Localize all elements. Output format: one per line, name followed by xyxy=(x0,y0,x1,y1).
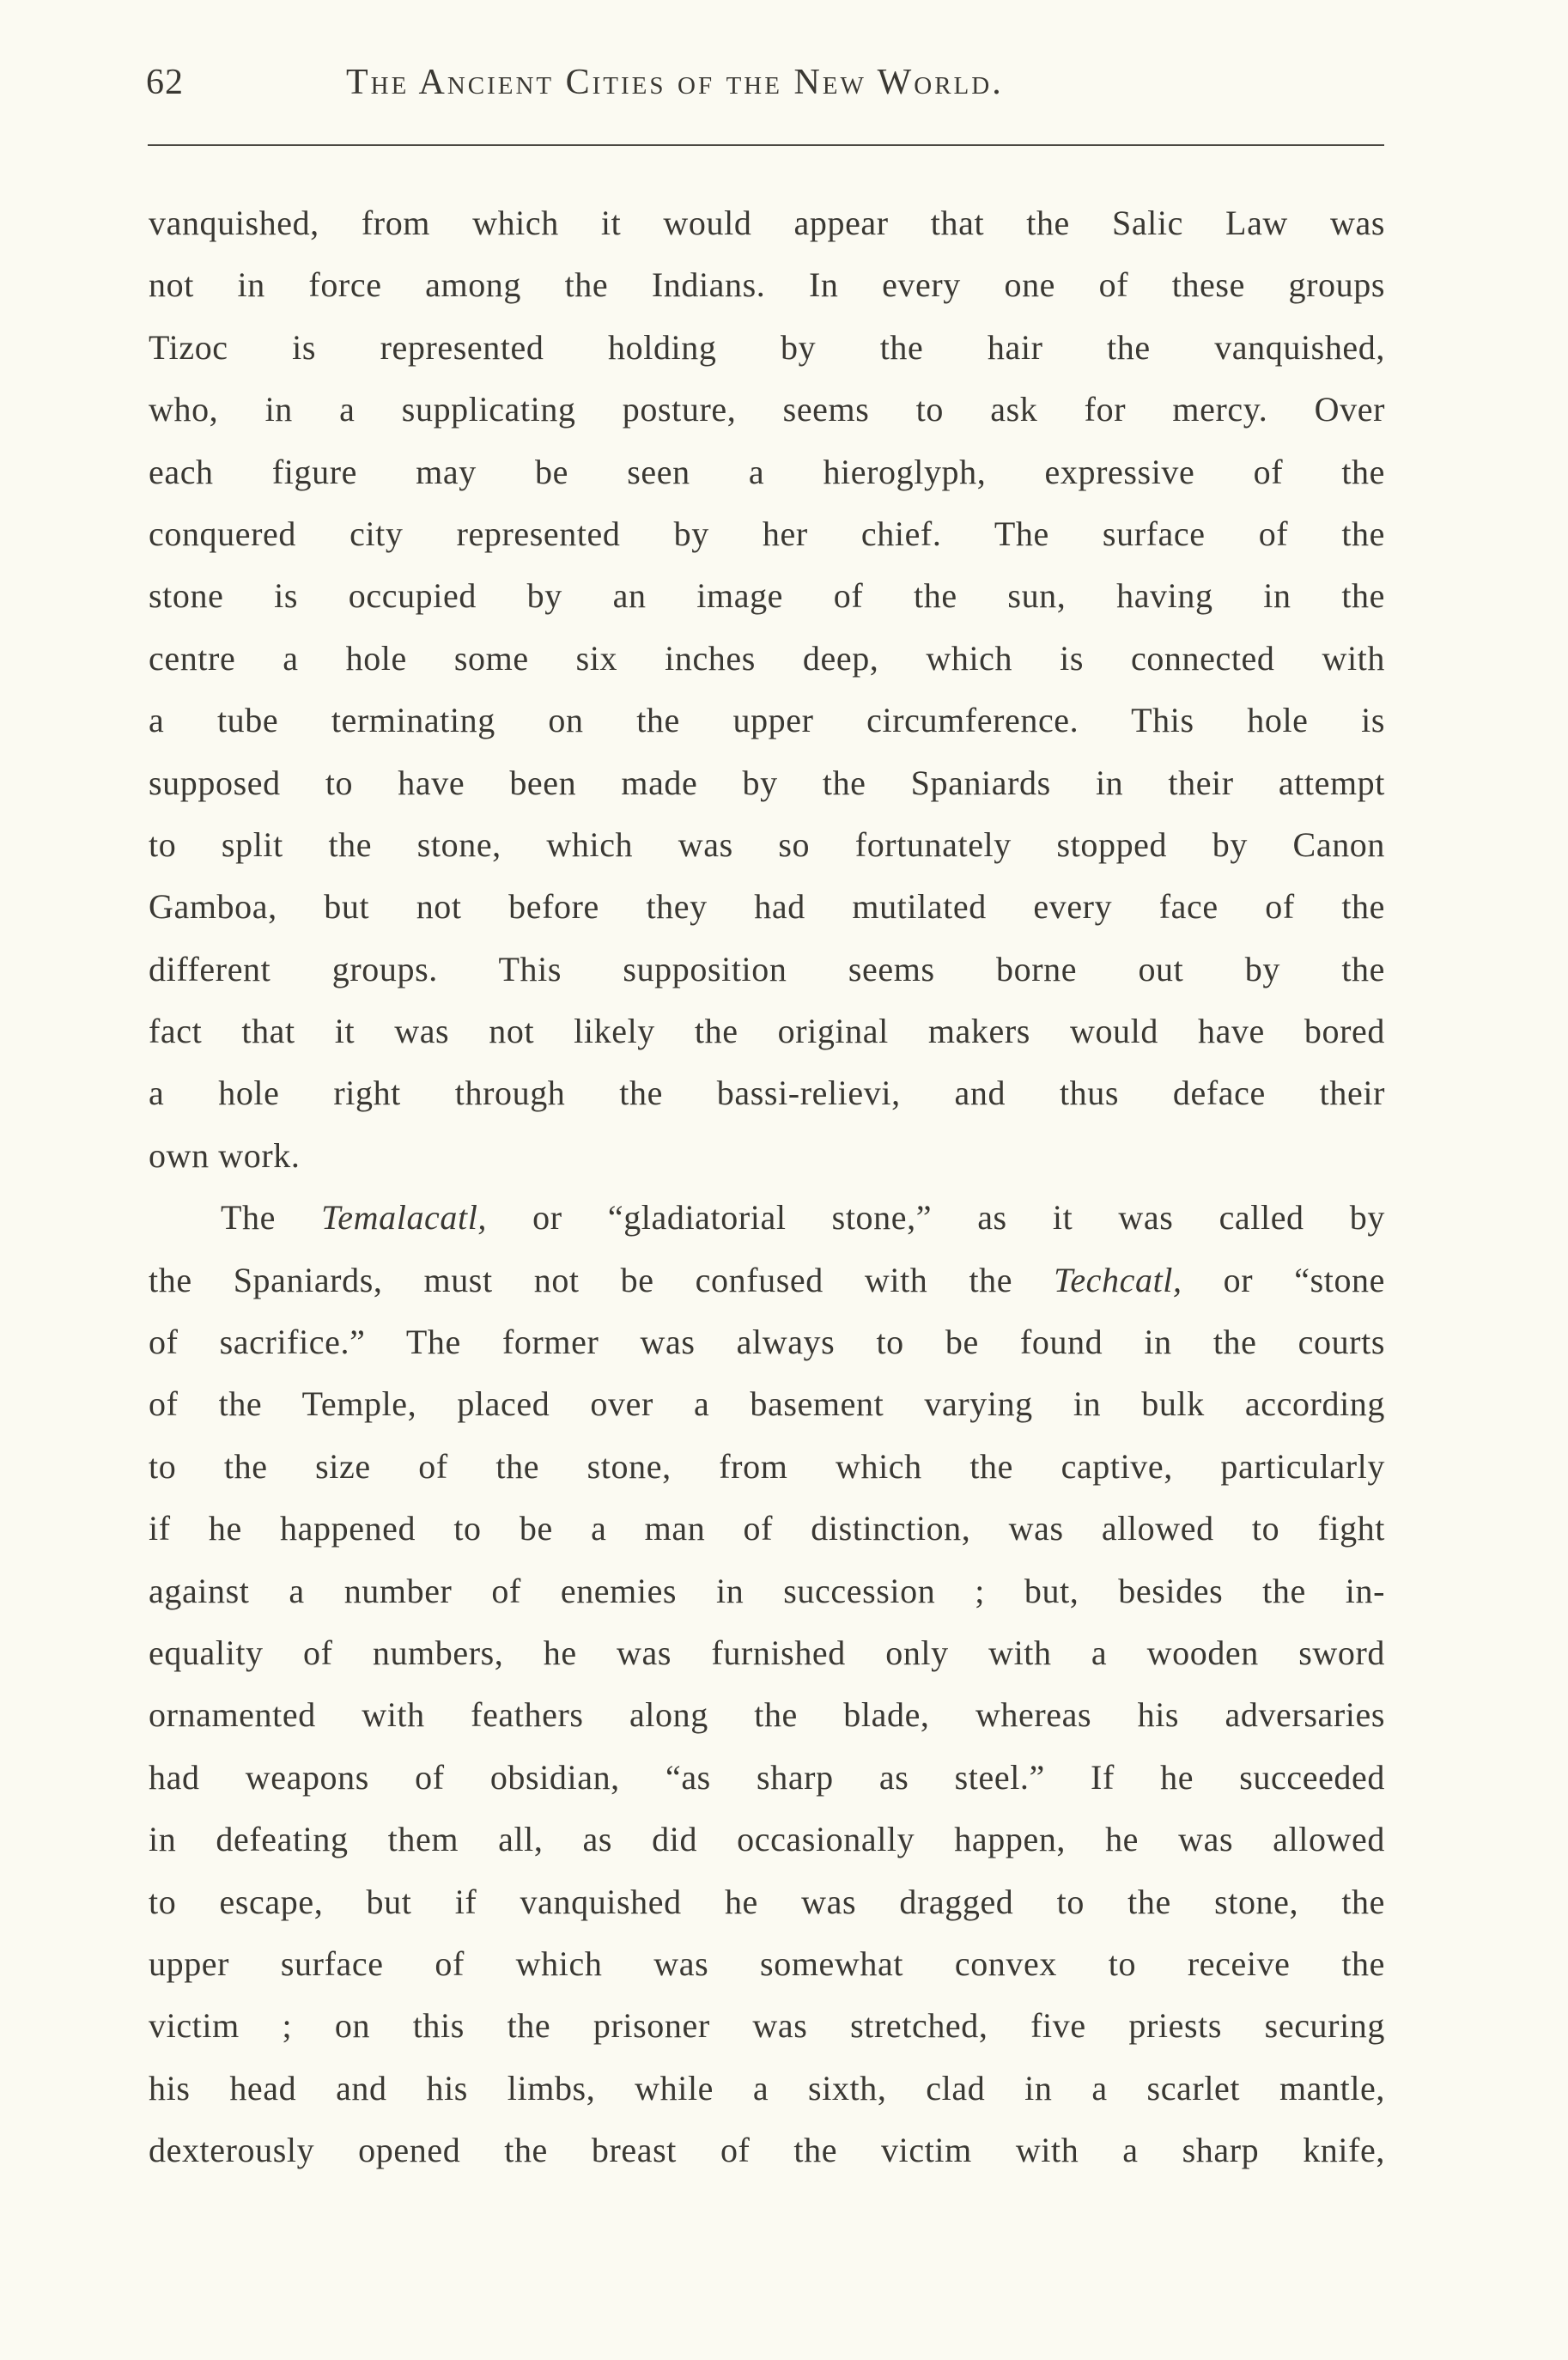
running-title: The Ancient Cities of the New World. xyxy=(346,63,1004,102)
text-line: conquered city represented by her chief. The surface of the xyxy=(149,514,1385,553)
text-line: each figure may be seen a hieroglyph, expressive of the xyxy=(149,452,1385,491)
text-line: who, in a supplicating posture, seems to ask for mercy. Over xyxy=(149,390,1385,429)
text-segment: the Spaniards, must not be confused with the xyxy=(149,1260,1054,1299)
text-line: a hole right through the bassi-relievi, and thus deface their xyxy=(149,1074,1385,1113)
text-line: stone is occupied by an image of the sun, having in the xyxy=(149,576,1385,616)
text-segment: The xyxy=(221,1198,322,1238)
text-line: of sacrifice.” The former was always to be found in the courts xyxy=(149,1323,1385,1362)
text-line: own work. xyxy=(149,1135,301,1175)
text-line: dexterously opened the breast of the victim with a sharp knife, xyxy=(149,2131,1385,2170)
text-line xyxy=(149,1250,1385,1311)
text-line: centre a hole some six inches deep, which is connected with xyxy=(149,638,1385,678)
running-head xyxy=(146,62,1386,113)
text-line: to the size of the stone, from which the captive, particularly xyxy=(149,1446,1385,1486)
text-line: upper surface of which was somewhat convex to receive the xyxy=(149,1943,1385,1983)
text-line: not in force among the Indians. In every one of these groups xyxy=(149,265,1385,305)
text-line: of the Temple, placed over a basement varying in bulk according xyxy=(149,1384,1385,1424)
page-number: 62 xyxy=(146,63,184,102)
text-line: to escape, but if vanquished he was dragged to the stone, the xyxy=(149,1882,1385,1921)
text-line: victim ; on this the prisoner was stretched, five priests securing xyxy=(149,2006,1385,2046)
body-text xyxy=(149,192,1385,2182)
text-segment: or “gladiatorial stone,” as it was called by xyxy=(487,1198,1385,1238)
text-line: vanquished, from which it would appear that the Salic Law was xyxy=(149,204,1385,242)
text-line: equality of numbers, he was furnished only with a wooden sword xyxy=(149,1633,1385,1672)
text-line: if he happened to be a man of distinction, was allowed to fight xyxy=(149,1509,1385,1548)
text-line: different groups. This supposition seems borne out by the xyxy=(149,949,1385,988)
text-line: supposed to have been made by the Spaniards in their attempt xyxy=(149,763,1385,802)
text-line: fact that it was not likely the original makers would have bored xyxy=(149,1012,1385,1051)
text-segment: or “stone xyxy=(1182,1260,1386,1299)
text-line: in defeating them all, as did occasionally happen, he was allowed xyxy=(149,1820,1385,1859)
text-line: a tube terminating on the upper circumference. This hole is xyxy=(149,701,1385,740)
italic-term: Temalacatl, xyxy=(321,1198,488,1238)
text-line: his head and his limbs, while a sixth, clad in a scarlet mantle, xyxy=(149,2068,1385,2108)
text-line: against a number of enemies in succession ; but, besides the in- xyxy=(149,1571,1385,1610)
text-line: Gamboa, but not before they had mutilated every face of the xyxy=(149,887,1385,927)
header-rule xyxy=(148,144,1384,146)
text-line: to split the stone, which was so fortunately stopped by Canon xyxy=(149,824,1385,864)
text-line: had weapons of obsidian, “as sharp as steel.” If he succeeded xyxy=(149,1757,1385,1797)
text-line: ornamented with feathers along the blade, whereas his adversaries xyxy=(149,1695,1385,1735)
text-line: Tizoc is represented holding by the hair the vanquished, xyxy=(149,327,1385,367)
text-line xyxy=(149,1187,1385,1249)
italic-term: Techcatl, xyxy=(1054,1260,1182,1299)
